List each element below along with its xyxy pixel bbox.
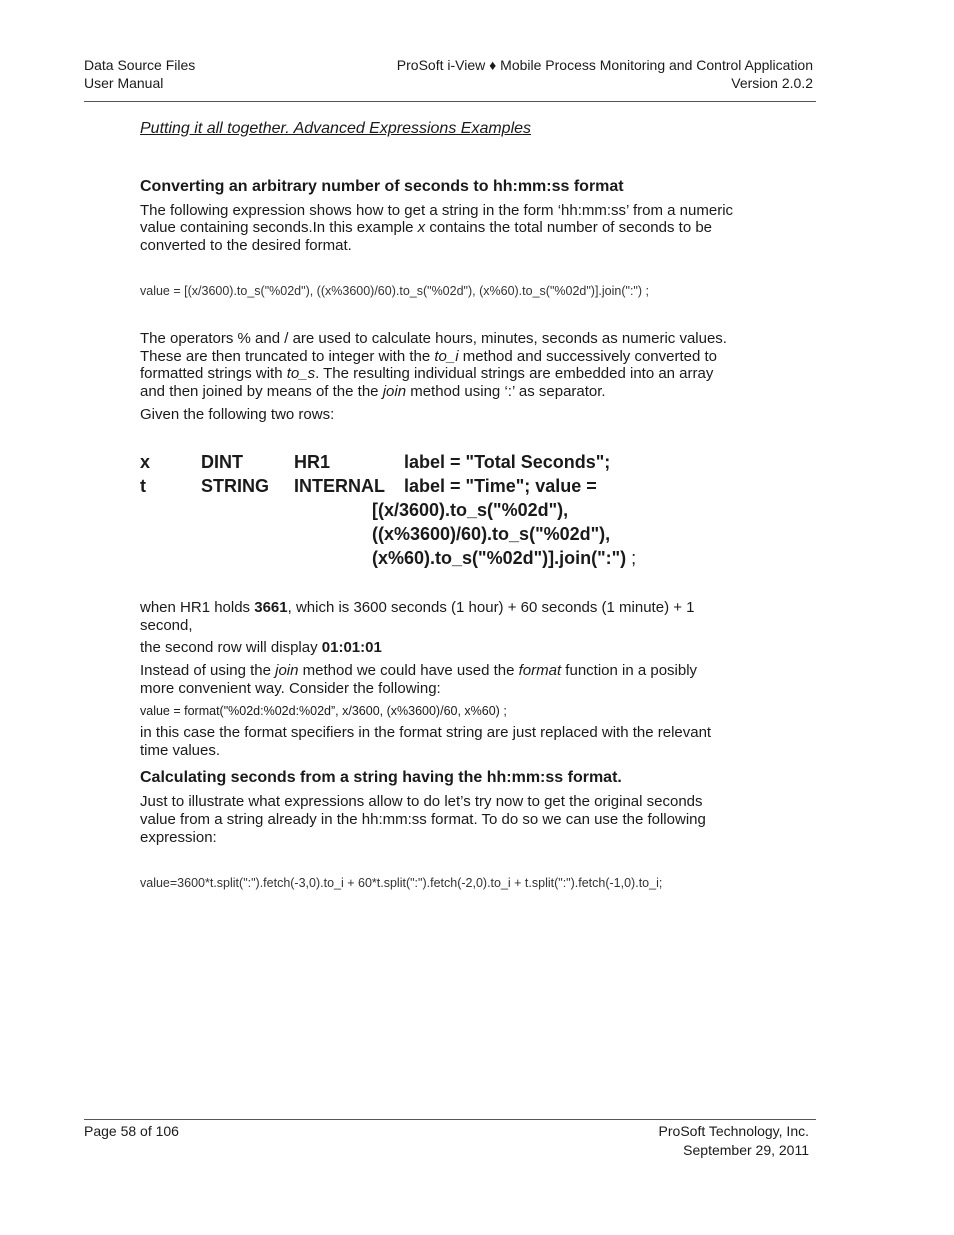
header-divider <box>84 101 816 102</box>
paragraph-line: expression: <box>140 829 217 846</box>
paragraph-line: time values. <box>140 742 221 759</box>
row2-name: t <box>140 476 146 496</box>
header-version: Version 2.0.2 <box>731 75 813 91</box>
footer-divider <box>84 1119 816 1120</box>
display-result: 01:01:01 <box>321 639 382 656</box>
section-title: Putting it all together. Advanced Expressions Examples <box>140 120 532 137</box>
paragraph-line: value from a string already in the hh:mm:ss format. To do so we can use the following <box>140 811 706 828</box>
row2-expression-cont: ((x%3600)/60).to_s("%02d"), <box>372 524 611 544</box>
footer-date: September 29, 2011 <box>683 1142 809 1158</box>
footer-company: ProSoft Technology, Inc. <box>658 1123 809 1139</box>
code-expression-join: value = [(x/3600).to_s("%02d"), ((x%3600)/60).to_s("%02d"), (x%60).to_s("%02d")].join(":") ; <box>140 284 649 298</box>
paragraph-line: Given the following two rows: <box>140 406 335 423</box>
paragraph-line: value containing seconds.In this example x contains the total number of seconds to be <box>140 219 713 236</box>
row1-source: HR1 <box>294 452 331 472</box>
paragraph-line: The following expression shows how to get a string in the form ‘hh:mm:ss’ from a numeric <box>140 202 734 219</box>
paragraph-line: The operators % and / are used to calculate hours, minutes, seconds as numeric values. <box>140 330 727 347</box>
paragraph-line: in this case the format specifiers in the format string are just replaced with the relevant <box>140 724 712 741</box>
paragraph-line: more convenient way. Consider the following: <box>140 680 441 697</box>
row1-name: x <box>140 452 151 472</box>
header-doc-title: Data Source Files <box>84 57 196 73</box>
code-expression-format: value = format("%02d:%02d:%02d”, x/3600, (x%3600)/60, x%60) ; <box>140 704 507 718</box>
paragraph-line: the second row will display 01:01:01 <box>140 639 382 656</box>
header-product-title: ProSoft i-View ♦ Mobile Process Monitoring and Control Application <box>396 57 813 73</box>
code-expression-split: value=3600*t.split(":").fetch(-3,0).to_i + 60*t.split(":").fetch(-2,0).to_i + t.split(":").fetch(-1,0).to_i; <box>140 876 663 890</box>
paragraph-line: Just to illustrate what expressions allow to do let’s try now to get the original seconds <box>140 793 703 810</box>
paragraph-line: and then joined by means of the the join method using ‘:’ as separator. <box>140 383 606 400</box>
variable-x: x <box>417 219 426 236</box>
paragraph-line: These are then truncated to integer with the to_i method and successively converted to <box>140 348 718 365</box>
heading-seconds-to-hhmmss: Converting an arbitrary number of seconds to hh:mm:ss format <box>140 178 624 195</box>
row1-expression: label = "Total Seconds"; <box>404 452 611 472</box>
row2-source: INTERNAL <box>294 476 385 496</box>
paragraph-line: formatted strings with to_s. The resulting individual strings are embedded into an array <box>140 365 714 382</box>
header-doc-type: User Manual <box>84 75 164 91</box>
paragraph-line: when HR1 holds 3661, which is 3600 seconds (1 hour) + 60 seconds (1 minute) + 1 <box>140 599 695 616</box>
paragraph-line: second, <box>140 617 193 634</box>
row1-type: DINT <box>201 452 243 472</box>
paragraph-line: Instead of using the join method we could have used the format function in a posibly <box>140 662 698 679</box>
row2-expression: label = "Time"; value = <box>404 476 597 496</box>
footer-page-number: Page 58 of 106 <box>84 1123 179 1139</box>
row2-expression-cont: (x%60).to_s("%02d")].join(":") ; <box>372 548 637 568</box>
row2-expression-cont: [(x/3600).to_s("%02d"), <box>372 500 569 520</box>
paragraph-line: converted to the desired format. <box>140 237 352 254</box>
heading-string-to-seconds: Calculating seconds from a string having the hh:mm:ss format. <box>140 769 622 786</box>
row2-type: STRING <box>201 476 270 496</box>
